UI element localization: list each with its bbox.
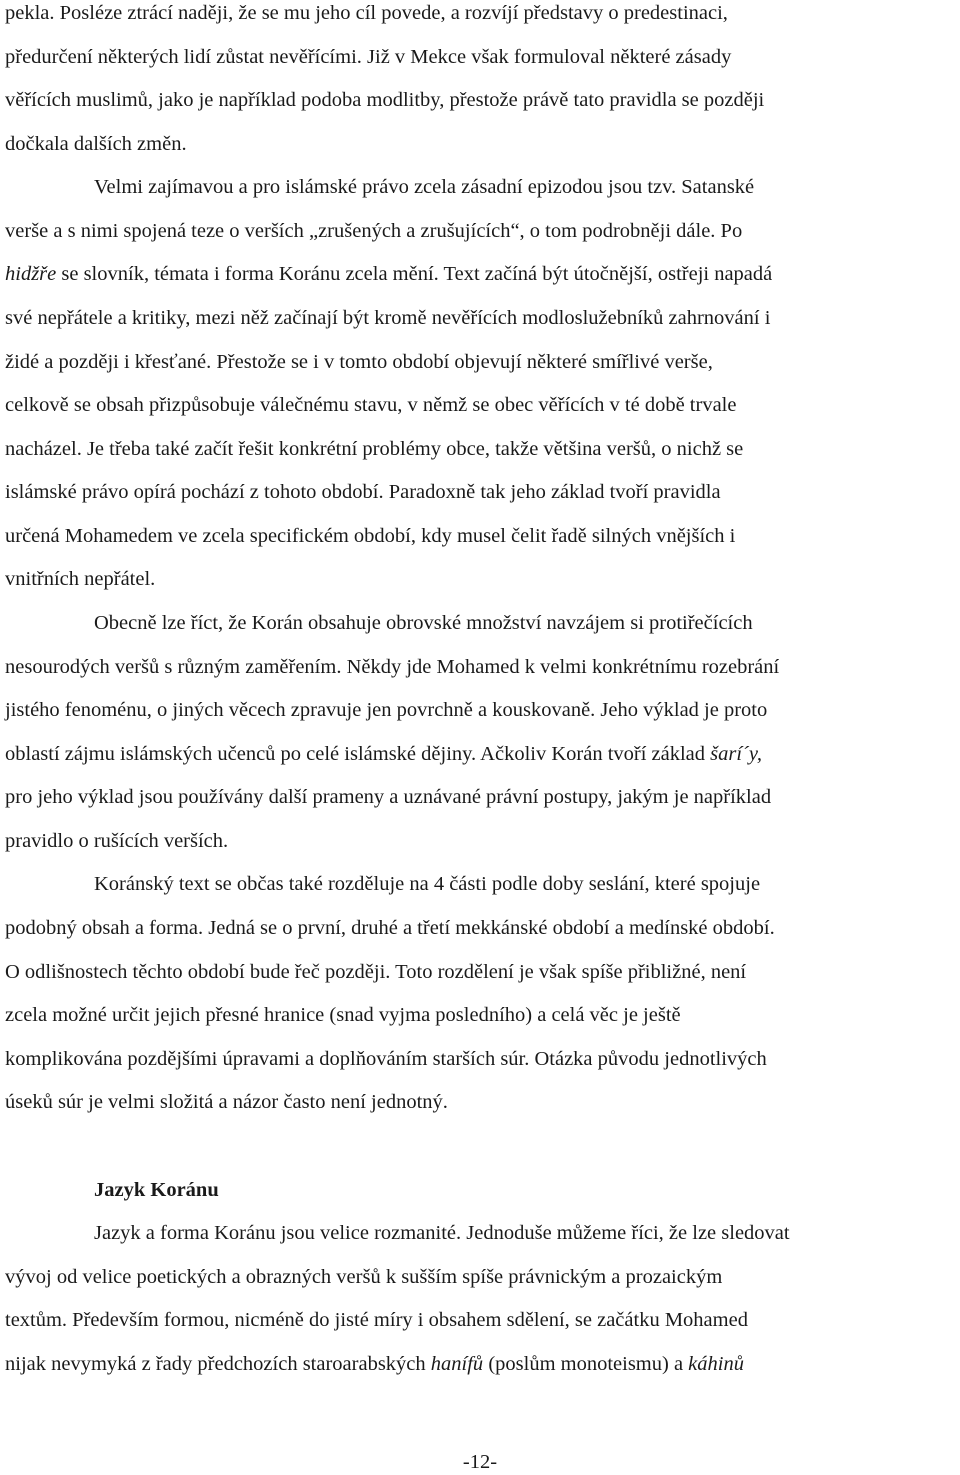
paragraph-line: pro jeho výklad jsou používány další prameny a uznávané právní postupy, jakým je například (5, 786, 772, 808)
page-number: -12- (462, 1451, 498, 1473)
paragraph-line: Velmi zajímavou a pro islámské právo zcela zásadní epizodou jsou tzv. Satanské (94, 176, 755, 198)
paragraph-line: své nepřátele a kritiky, mezi něž začínají být kromě nevěřících modloslužebníků zahrnování i (5, 307, 771, 329)
paragraph-line: předurčení některých lidí zůstat nevěřícími. Již v Mekce však formuloval některé zásady (5, 46, 732, 68)
italic-term: šarí´y, (710, 743, 762, 765)
line-text: nijak nevymyká z řady předchozích staroarabských (5, 1353, 431, 1375)
paragraph-line: nesourodých veršů s různým zaměřením. Někdy jde Mohamed k velmi konkrétnímu rozebrání (5, 656, 780, 678)
section-heading: Jazyk Koránu (94, 1179, 219, 1201)
paragraph-line: dočkala dalších změn. (5, 133, 187, 155)
paragraph-line: Jazyk a forma Koránu jsou velice rozmanité. Jednoduše můžeme říci, že lze sledovat (94, 1222, 790, 1244)
italic-term: káhinů (688, 1353, 744, 1375)
paragraph-line: islámské právo opírá pochází z tohoto období. Paradoxně tak jeho základ tvoří pravidla (5, 481, 721, 503)
paragraph-line: textům. Především formou, nicméně do jisté míry i obsahem sdělení, se začátku Mohamed (5, 1309, 748, 1331)
italic-term: hanífů (430, 1353, 484, 1375)
paragraph-line: vnitřních nepřátel. (5, 568, 156, 590)
paragraph-line (5, 741, 925, 767)
paragraph-line: určená Mohamedem ve zcela specifickém období, kdy musel čelit řadě silných vnějších i (5, 525, 736, 547)
paragraph-line: O odlišnostech těchto období bude řeč později. Toto rozdělení je však spíše přibližné, není (5, 961, 747, 983)
paragraph-line (5, 1351, 925, 1377)
paragraph-line: úseků súr je velmi složitá a názor často není jednotný. (5, 1091, 448, 1113)
paragraph-line: nacházel. Je třeba také začít řešit konkrétní problémy obce, takže většina veršů, o nichž se (5, 438, 744, 460)
paragraph-line: verše a s nimi spojená teze o verších „zrušených a zrušujících“, o tom podrobněji dále. Po (5, 220, 743, 242)
paragraph-line (5, 261, 925, 287)
paragraph-line: Obecně lze říct, že Korán obsahuje obrovské množství navzájem si protiřečících (94, 612, 753, 634)
paragraph-line: vývoj od velice poetických a obrazných veršů k sušším spíše právnickým a prozaickým (5, 1266, 723, 1288)
paragraph-line: pekla. Posléze ztrácí naději, že se mu jeho cíl povede, a rozvíjí představy o predestinaci, (5, 2, 728, 24)
paragraph-line: Koránský text se občas také rozděluje na 4 části podle doby seslání, které spojuje (94, 873, 761, 895)
paragraph-line: zcela možné určit jejich přesné hranice (snad vyjma posledního) a celá věc je ještě (5, 1004, 681, 1026)
line-text: (poslům monoteismu) a (483, 1353, 689, 1375)
line-text: se slovník, témata i forma Koránu zcela mění. Text začíná být útočnější, ostřeji napadá (56, 263, 773, 285)
line-text: oblastí zájmu islámských učenců po celé islámské dějiny. Ačkoliv Korán tvoří základ (5, 743, 711, 765)
paragraph-line: židé a později i křesťané. Přestože se i v tomto období objevují některé smířlivé verše, (5, 351, 713, 373)
paragraph-line: komplikována pozdějšími úpravami a doplňováním starších súr. Otázka původu jednotlivých (5, 1048, 767, 1070)
paragraph-line: podobný obsah a forma. Jedná se o první, druhé a třetí mekkánské období a medínské období. (5, 917, 775, 939)
paragraph-line: celkově se obsah přizpůsobuje válečnému stavu, v němž se obec věřících v té době trvale (5, 394, 737, 416)
paragraph-line: věřících muslimů, jako je například podoba modlitby, přestože právě tato pravidla se později (5, 89, 765, 111)
paragraph-line: pravidlo o rušících verších. (5, 830, 229, 852)
paragraph-line: jistého fenoménu, o jiných věcech zpravuje jen povrchně a kouskovaně. Jeho výklad je proto (5, 699, 768, 721)
italic-term: hidžře (5, 263, 57, 285)
